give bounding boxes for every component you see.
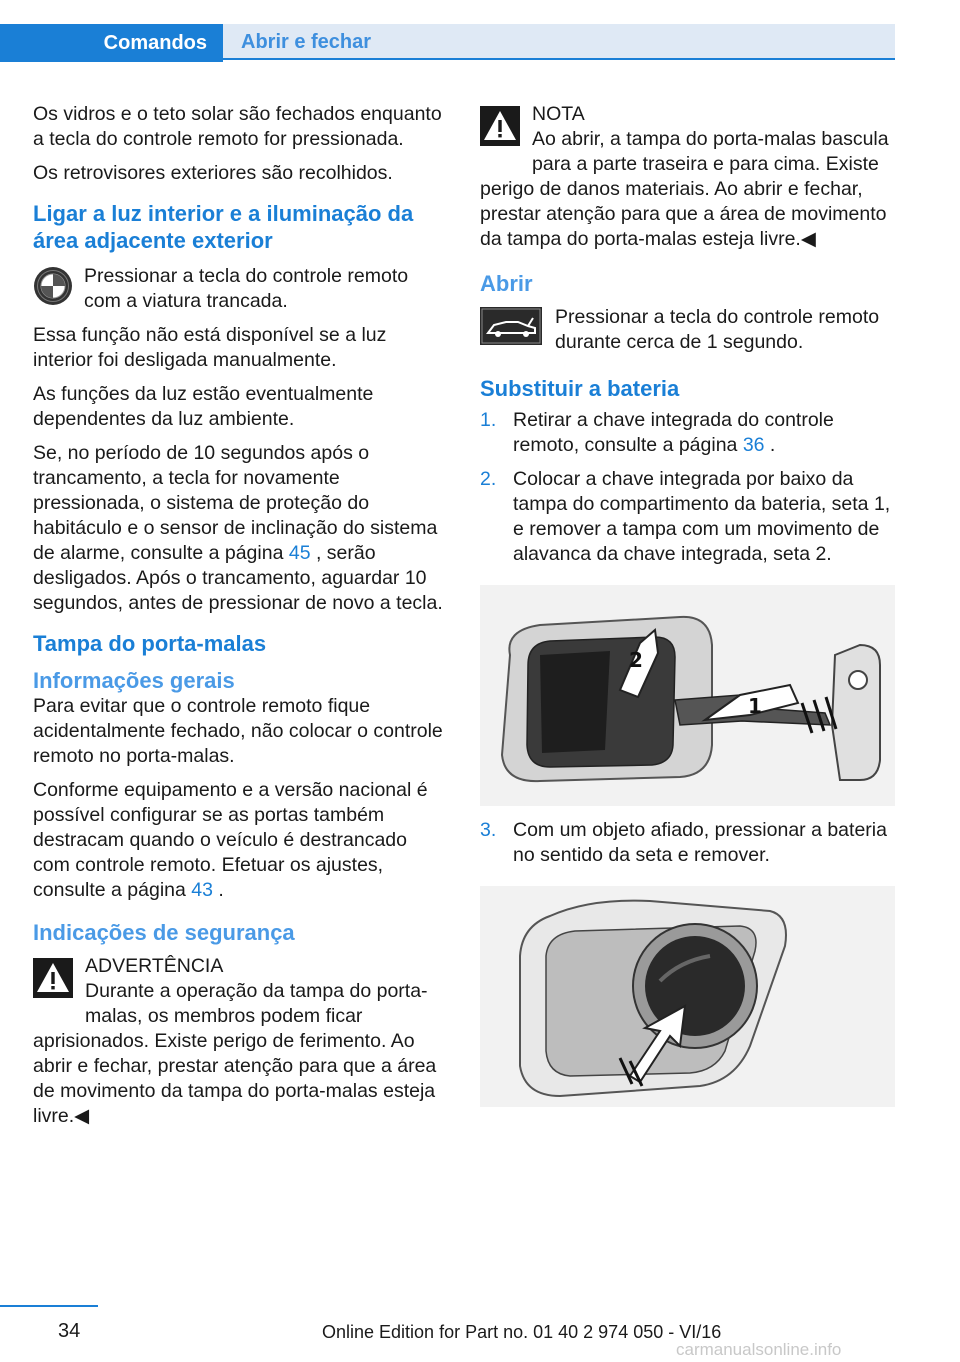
tab-abrir-e-fechar[interactable]: Abrir e fechar [223, 24, 895, 60]
heading-informacoes-gerais: Informações gerais [33, 668, 235, 693]
step-number: 1. [480, 409, 497, 431]
arrow-label-2: 2 [629, 648, 643, 672]
footer-rule [0, 1305, 98, 1307]
edition-text: Online Edition for Part no. 01 40 2 974 050 - VI/16 [322, 1322, 722, 1342]
remote-key-instruction [33, 264, 449, 314]
note-block [480, 102, 896, 252]
page-link-43[interactable]: 43 [191, 879, 213, 901]
heading-ligar-luz: Ligar a luz interior e a iluminação da área adjacente exterior [33, 201, 414, 253]
trunk-open-car-icon [480, 307, 542, 352]
bmw-logo-icon [33, 266, 73, 313]
tab-comandos[interactable]: Comandos [0, 24, 223, 62]
warning-heading: ADVERTÊNCIA [85, 955, 224, 977]
paragraph: Essa função não está disponível se a luz interior foi desligada manualmente. [33, 324, 387, 371]
list-item: 1. Retirar a chave integrada do controle remoto, consulte a página 36 . [480, 409, 834, 456]
heading-indicacoes-seguranca: Indicações de segurança [33, 920, 295, 945]
page-number: 34 [58, 1320, 81, 1342]
heading-tampa: Tampa do porta-malas [33, 631, 267, 656]
trunk-key-instruction [480, 305, 896, 355]
steps-list [480, 408, 896, 567]
page-link-36[interactable]: 36 [742, 434, 765, 456]
right-column [480, 102, 896, 1119]
list-item: 2. Colocar a chave integrada por baixo da tampa do compartimento da bateria, seta 1, e remover a tampa com um movimento de alavanca da chave integrada, seta 2. [480, 468, 891, 565]
instruction-text: Pressionar a tecla do controle remoto durante cerca de 1 segundo. [555, 306, 880, 353]
step-number: 3. [480, 819, 497, 841]
page-link-45[interactable]: 45 [288, 542, 311, 564]
list-item: 3. Com um objeto afiado, pressionar a bateria no sentido da seta e remover. [480, 819, 887, 866]
heading-abrir: Abrir [480, 271, 533, 296]
paragraph: Os retrovisores exteriores são recolhidos. [33, 162, 393, 184]
paragraph: Os vidros e o teto solar são fechados enquanto a tecla do controle remoto for pressionada. [33, 103, 442, 150]
paragraph: Se, no período de 10 segundos após o trancamento, a tecla for novamente pressionada, o sistema de proteção do habitáculo e o sensor de inclinação do sistema de alarme, consulte a página 45 , serão desligados. Após o trancamento, aguardar 10 segundos, antes de pressionar de novo a tecla. [33, 442, 443, 614]
step-number: 2. [480, 468, 497, 490]
header-bar [0, 24, 895, 62]
arrow-label-1: 1 [748, 694, 762, 718]
instruction-text: Pressionar a tecla do controle remoto com a viatura trancada. [84, 265, 409, 312]
warning-triangle-icon [480, 106, 520, 153]
figure-battery-removal [480, 886, 895, 1107]
warning-text: Durante a operação da tampa do porta-malas, os membros podem ficar aprisionados. Existe perigo de ferimento. Ao abrir e fechar, prestar atenção para que a área de movimento da tampa do porta-malas esteja livre.◀ [33, 980, 437, 1127]
figure-key-cover-removal [480, 585, 895, 806]
paragraph: Conforme equipamento e a versão nacional é possível configurar se as portas também destracam quando o veículo é destrancado com controle remoto. Efetuar os ajustes, consulte a página 43 . [33, 779, 428, 901]
note-heading: NOTA [532, 103, 585, 125]
left-column [33, 102, 449, 1138]
paragraph: As funções da luz estão eventualmente dependentes da luz ambiente. [33, 383, 374, 430]
warning-triangle-icon [33, 958, 73, 1005]
heading-substituir-bateria: Substituir a bateria [480, 376, 680, 401]
paragraph: Para evitar que o controle remoto fique acidentalmente fechado, não colocar o controle remoto no porta-malas. [33, 695, 443, 767]
note-text: Ao abrir, a tampa do porta-malas bascula para a parte traseira e para cima. Existe perigo de danos materiais. Ao abrir e fechar, prestar atenção para que a área de movimento da tampa do porta-malas esteja livre.◀ [480, 128, 889, 250]
watermark: carmanualsonline.info [676, 1340, 842, 1359]
steps-list-continued [480, 818, 896, 868]
warning-block [33, 954, 449, 1129]
